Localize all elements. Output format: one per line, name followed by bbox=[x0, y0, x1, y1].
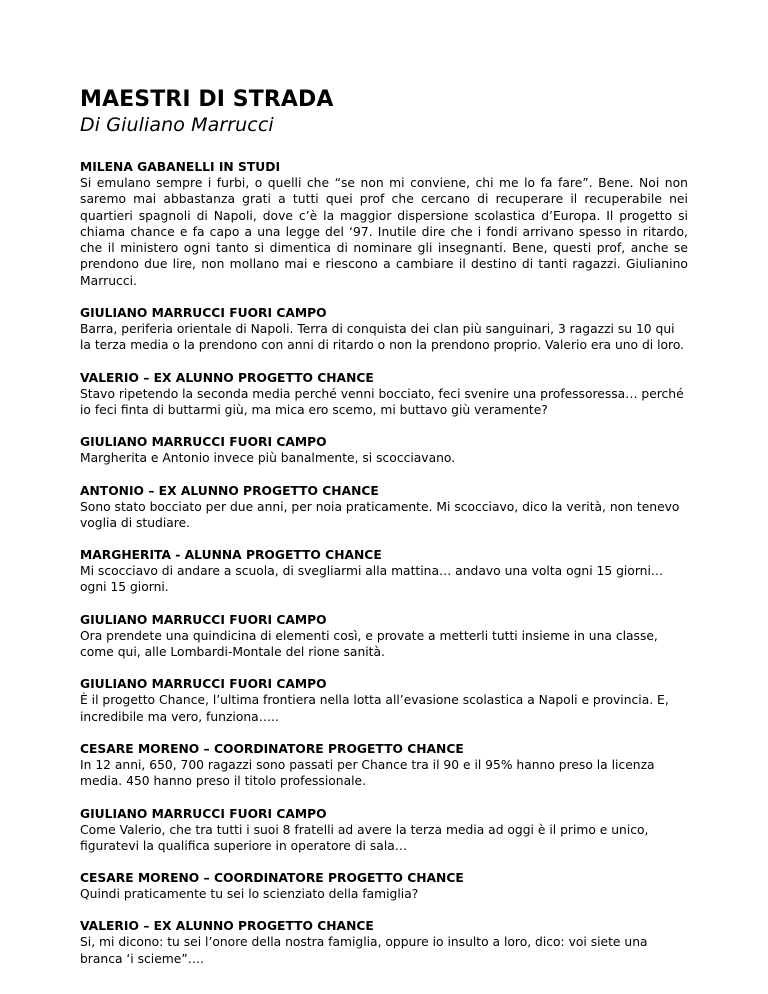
transcript-block bbox=[80, 434, 688, 466]
transcript-block bbox=[80, 918, 688, 967]
speaker-label: GIULIANO MARRUCCI FUORI CAMPO bbox=[80, 806, 327, 821]
speaker-label: CESARE MORENO – COORDINATORE PROGETTO CHANCE bbox=[80, 741, 464, 756]
speaker-label: MILENA GABANELLI IN STUDI bbox=[80, 160, 281, 174]
speaker-label: ANTONIO – EX ALUNNO PROGETTO CHANCE bbox=[80, 483, 379, 498]
speaker-label: CESARE MORENO – COORDINATORE PROGETTO CHANCE bbox=[80, 871, 464, 886]
document-title: MAESTRI DI STRADA bbox=[80, 87, 334, 112]
speaker-label: VALERIO – EX ALUNNO PROGETTO CHANCE bbox=[80, 370, 374, 385]
transcript-text: Sono stato bocciato per due anni, per noia praticamente. Mi scocciavo, dico la verità, non tenevo voglia di studiare. bbox=[80, 499, 680, 530]
transcript-text: Mi scocciavo di andare a scuola, di svegliarmi alla mattina… andavo una volta ogni 15 giorni… ogni 15 giorni. bbox=[80, 564, 664, 595]
transcript-block bbox=[80, 741, 688, 790]
transcript-text: Margherita e Antonio invece più banalmente, si scocciavano. bbox=[80, 451, 456, 466]
transcript-block bbox=[80, 806, 688, 855]
speaker-label: GIULIANO MARRUCCI FUORI CAMPO bbox=[80, 677, 327, 692]
transcript-block bbox=[80, 159, 688, 289]
transcript-text: È il progetto Chance, l’ultima frontiera nella lotta all’evasione scolastica a Napoli e provincia. E, incredibile ma vero, funziona….. bbox=[80, 693, 669, 724]
transcript-block bbox=[80, 370, 688, 419]
transcript-text: Quindi praticamente tu sei lo scienziato della famiglia? bbox=[80, 887, 419, 902]
transcript-text: Si emulano sempre i furbi, o quelli che “se non mi conviene, chi me lo fa fare”. Bene. Noi non saremo mai abbastanza grati a tutti quei prof che cercano di recuperare il recuperabile nei quartieri spagnoli di Napoli, dove c’è la maggior dispersione scolastica d’Europa. Il progetto si chiama chance e fa capo a una legge del ‘97. Inutile dire che i fondi arrivano spesso in ritardo, che il ministero ogni tanto si dimentica di nominare gli insegnanti. Bene, questi prof, anche se prendono due lire, non mollano mai e riescono a cambiare il destino di tanti ragazzi. Giulianino Marrucci. bbox=[80, 176, 688, 288]
transcript-block bbox=[80, 612, 688, 661]
speaker-label: MARGHERITA - ALUNNA PROGETTO CHANCE bbox=[80, 548, 382, 563]
speaker-label: GIULIANO MARRUCCI FUORI CAMPO bbox=[80, 612, 327, 627]
speaker-label: GIULIANO MARRUCCI FUORI CAMPO bbox=[80, 435, 327, 450]
document-page bbox=[80, 86, 688, 983]
transcript-text: In 12 anni, 650, 700 ragazzi sono passati per Chance tra il 90 e il 95% hanno preso la licenza media. 450 hanno preso il titolo professionale. bbox=[80, 757, 655, 789]
transcript-block bbox=[80, 676, 688, 725]
transcript-text: Stavo ripetendo la seconda media perché venni bocciato, feci svenire una professoressa… perché io feci finta di buttarmi giù, ma mica ero scemo, mi buttavo giù veramente? bbox=[80, 386, 684, 417]
transcript-text: Barra, periferia orientale di Napoli. Terra di conquista dei clan più sanguinari, 3 ragazzi su 10 qui la terza media o la prendono con anni di ritardo o non la prendono proprio. Valerio era uno di loro. bbox=[80, 322, 685, 353]
transcript-block bbox=[80, 870, 688, 902]
transcript-text: Come Valerio, che tra tutti i suoi 8 fratelli ad avere la terza media ad oggi è il primo e unico, figuratevi la qualifica superiore in operatore di sala… bbox=[80, 822, 649, 853]
transcript-text: Si, mi dicono: tu sei l’onore della nostra famiglia, oppure io insulto a loro, dico: voi siete una branca ‘i scieme”…. bbox=[80, 935, 648, 966]
transcript-block bbox=[80, 483, 688, 532]
transcript-text: Ora prendete una quindicina di elementi così, e provate a metterli tutti insieme in una classe, come qui, alle Lombardi-Montale del rione sanità. bbox=[80, 628, 658, 660]
document-subtitle: Di Giuliano Marrucci bbox=[80, 114, 274, 136]
transcript-block bbox=[80, 305, 688, 354]
transcript-block bbox=[80, 547, 688, 596]
speaker-label: GIULIANO MARRUCCI FUORI CAMPO bbox=[80, 306, 327, 321]
speaker-label: VALERIO – EX ALUNNO PROGETTO CHANCE bbox=[80, 919, 374, 934]
